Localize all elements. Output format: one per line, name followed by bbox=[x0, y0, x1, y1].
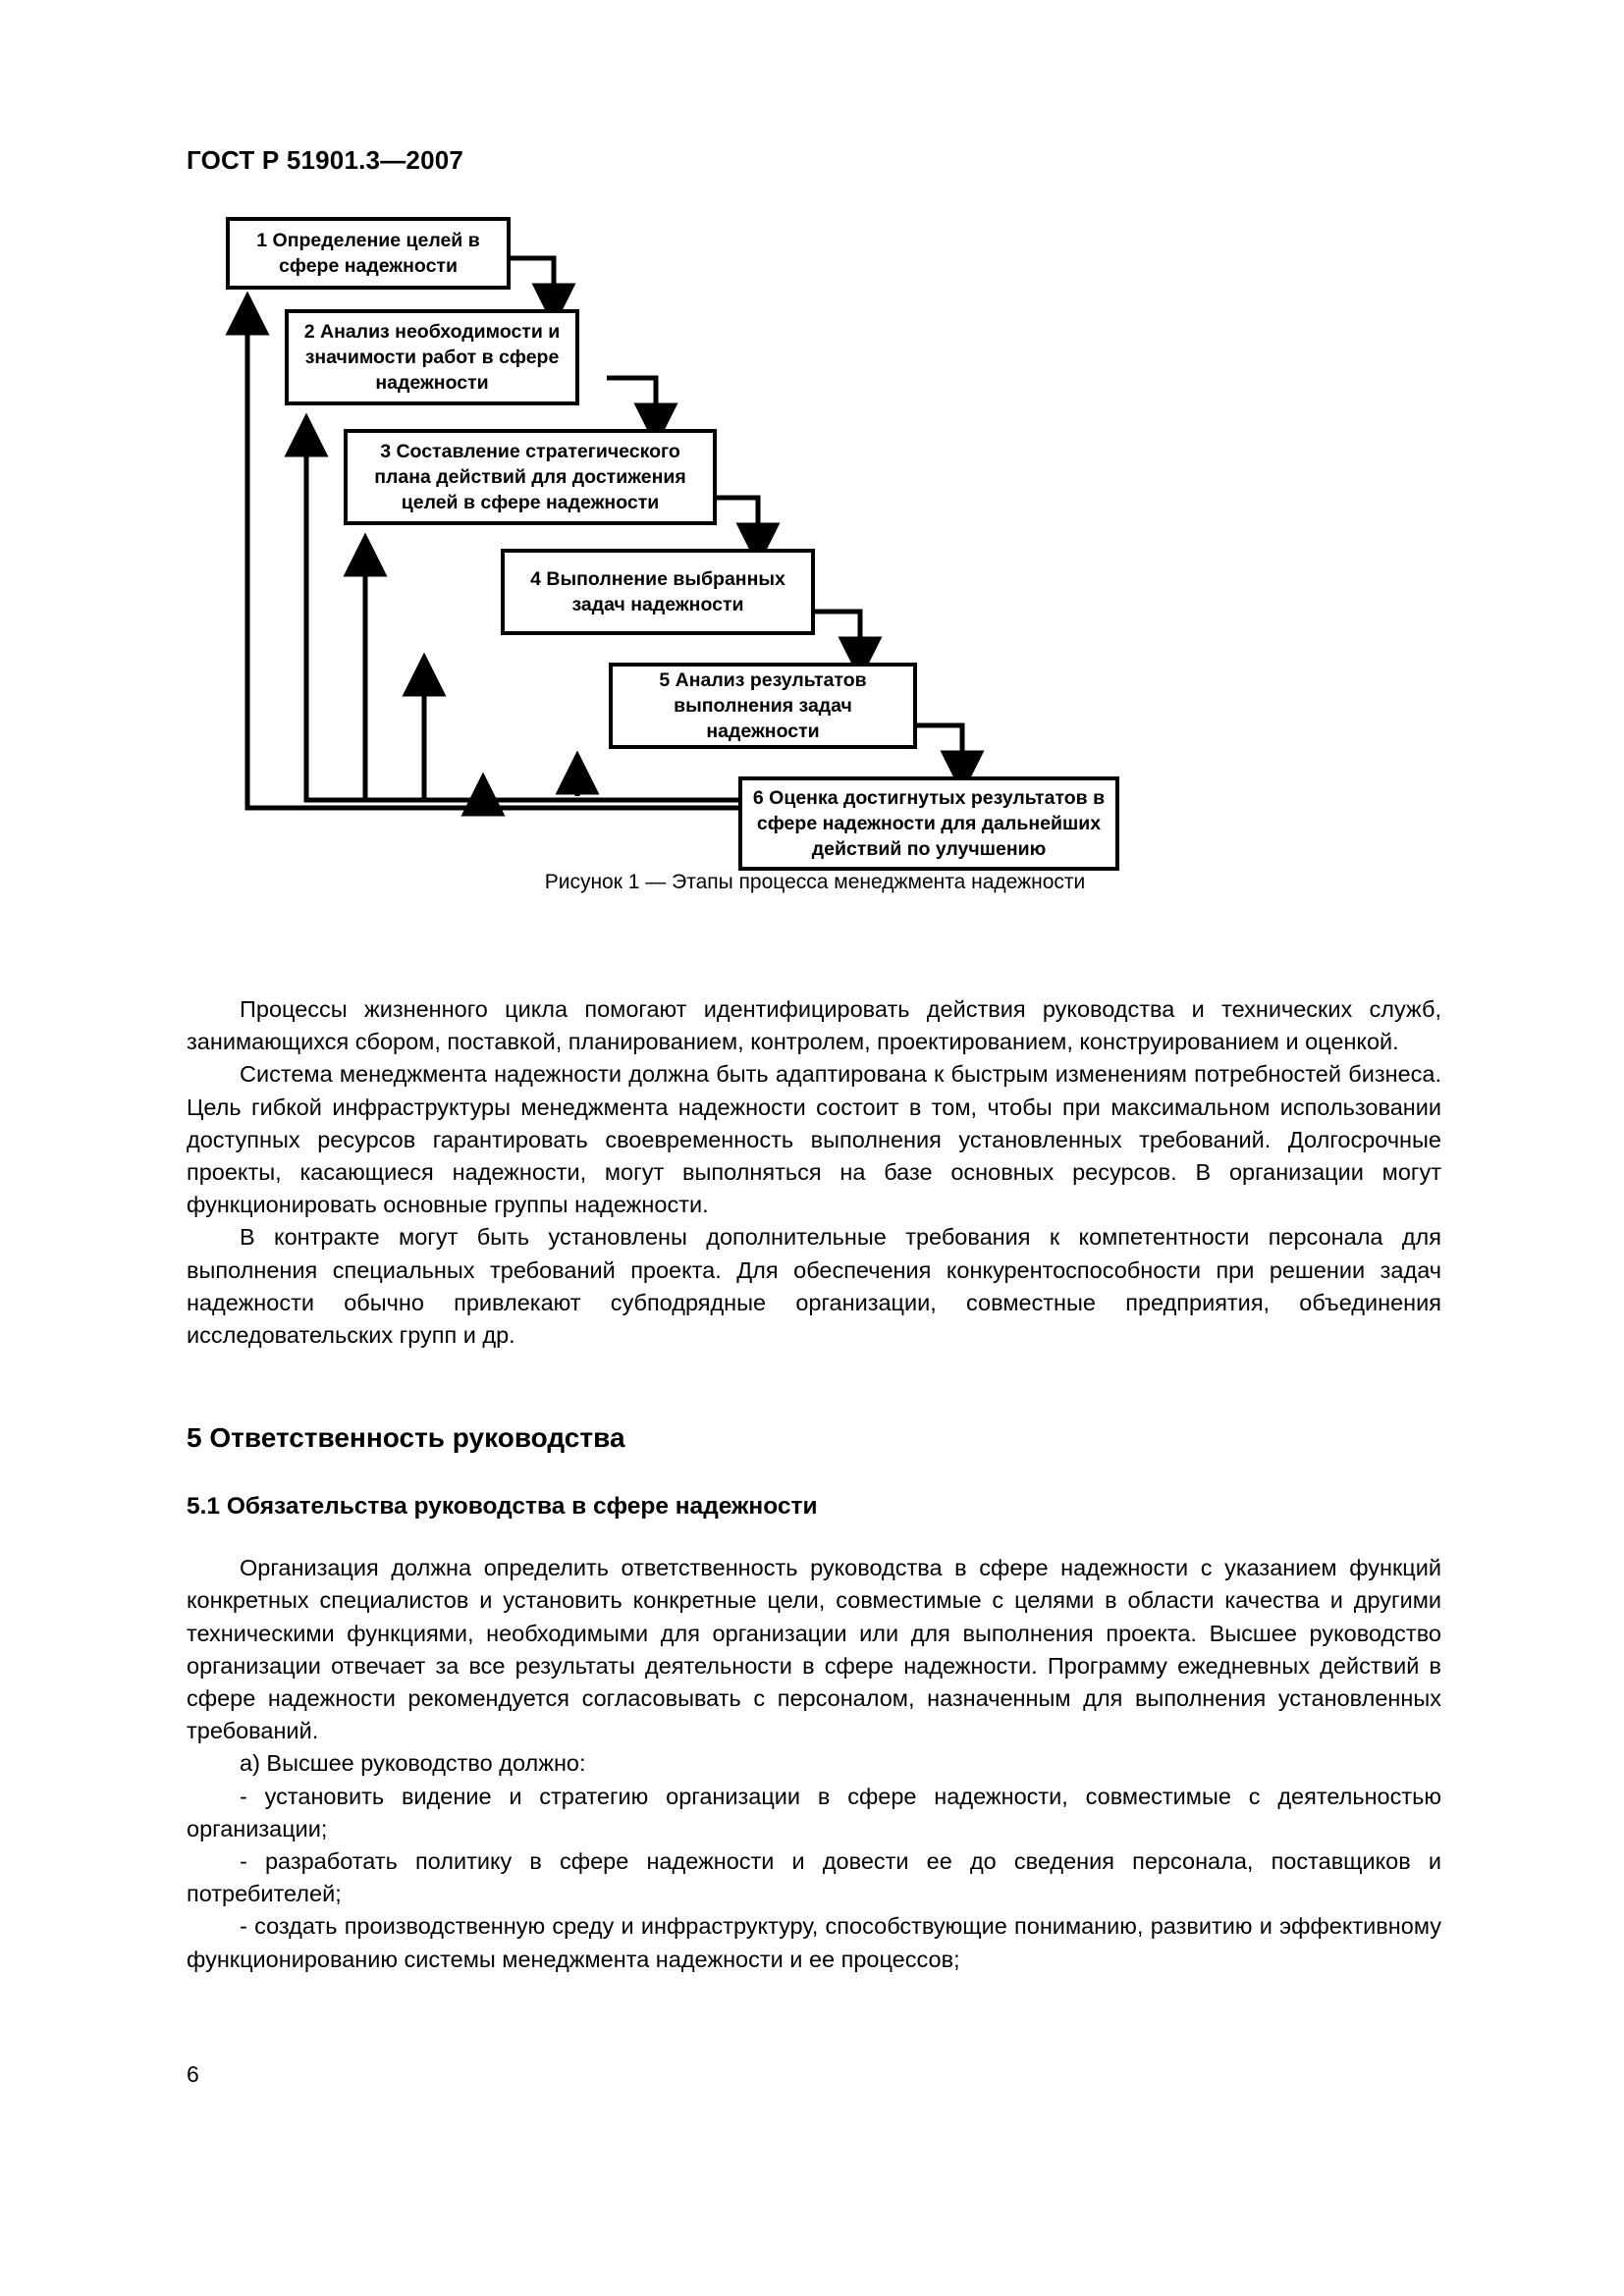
list-item: - разработать политику в сфере надежности и довести ее до сведения персонала, поставщиков и потребителей; bbox=[187, 1848, 1441, 1907]
figure-node-5 bbox=[609, 663, 917, 749]
paragraph: Система менеджмента надежности должна быть адаптирована к быстрым изменениям потребностей бизнеса. Цель гибкой инфраструктуры менеджмента надежности состоит в том, чтобы при максимальном использовании доступных ресурсов гарантировать своевременность выполнения установленных требований. Долгосрочные проекты, касающиеся надежности, могут выполняться на базе основных ресурсов. В организации могут функционировать основные группы надежности. bbox=[187, 1061, 1441, 1218]
section-heading-5: 5 Ответственность руководства bbox=[187, 1422, 625, 1454]
list-item: - установить видение и стратегию организации в сфере надежности, совместимые с деятельностью организации; bbox=[187, 1783, 1441, 1842]
figure-node-6 bbox=[738, 776, 1119, 871]
figure-node-4-label: 4 Выполнение выбранных задач надежности bbox=[530, 567, 785, 615]
spacer bbox=[187, 1521, 1441, 1552]
figure-node-2 bbox=[285, 309, 579, 405]
spacer bbox=[187, 1454, 1441, 1493]
paragraph: Процессы жизненного цикла помогают идентифицировать действия руководства и технических служб, занимающихся сбором, поставкой, планированием, контролем, проектированием, конструированием и оценкой. bbox=[187, 996, 1441, 1055]
paragraph-list-intro: а) Высшее руководство должно: bbox=[240, 1750, 586, 1777]
body-text bbox=[187, 993, 1441, 1976]
figure-node-5-label: 5 Анализ результатов выполнения задач надежности bbox=[659, 668, 867, 743]
page-number: 6 bbox=[187, 2061, 199, 2087]
figure-node-1 bbox=[226, 217, 511, 290]
subsection-heading-5-1: 5.1 Обязательства руководства в сфере надежности bbox=[187, 1493, 818, 1521]
figure-node-4 bbox=[501, 549, 815, 635]
paragraph: В контракте могут быть установлены дополнительные требования к компетентности персонала для выполнения специальных требований проекта. Для обеспечения конкурентоспособности при решении задач надежности обычно привлекают субподрядные организации, совместные предприятия, объединения исследовательских групп и др. bbox=[187, 1224, 1441, 1349]
figure-node-2-label: 2 Анализ необходимости и значимости работ в сфере надежности bbox=[303, 320, 561, 395]
figure-node-3-label: 3 Составление стратегического плана действий для достижения целей в сфере надежности bbox=[374, 440, 686, 514]
document-header-standard-number: ГОСТ Р 51901.3—2007 bbox=[187, 145, 464, 175]
figure-node-3 bbox=[344, 429, 717, 525]
figure-1-process-stages bbox=[187, 211, 1443, 918]
figure-connectors bbox=[187, 211, 1443, 859]
paragraph: Организация должна определить ответственность руководства в сфере надежности с указанием функций конкретных специалистов и установить конкретные цели, совместимые с целями в области качества и другими техническими функциями, необходимыми для организации или для выполнения проекта. Высшее руководство организации отвечает за все результаты деятельности в сфере надежности. Программу ежедневных действий в сфере надежности рекомендуется согласовывать с персоналом, назначенным для выполнения установленных требований. bbox=[187, 1555, 1441, 1744]
list-item: - создать производственную среду и инфраструктуру, способствующие пониманию, развитию и эффективному функционированию системы менеджмента надежности и ее процессов; bbox=[187, 1913, 1441, 1972]
figure-caption: Рисунок 1 — Этапы процесса менеджмента надежности bbox=[544, 871, 1086, 893]
figure-node-6-label: 6 Оценка достигнутых результатов в сфере надежности для дальнейших действий по улучшению bbox=[752, 786, 1106, 861]
figure-node-1-label: 1 Определение целей в сфере надежности bbox=[256, 229, 480, 277]
spacer bbox=[187, 1352, 1441, 1422]
figure-canvas bbox=[187, 211, 1443, 859]
